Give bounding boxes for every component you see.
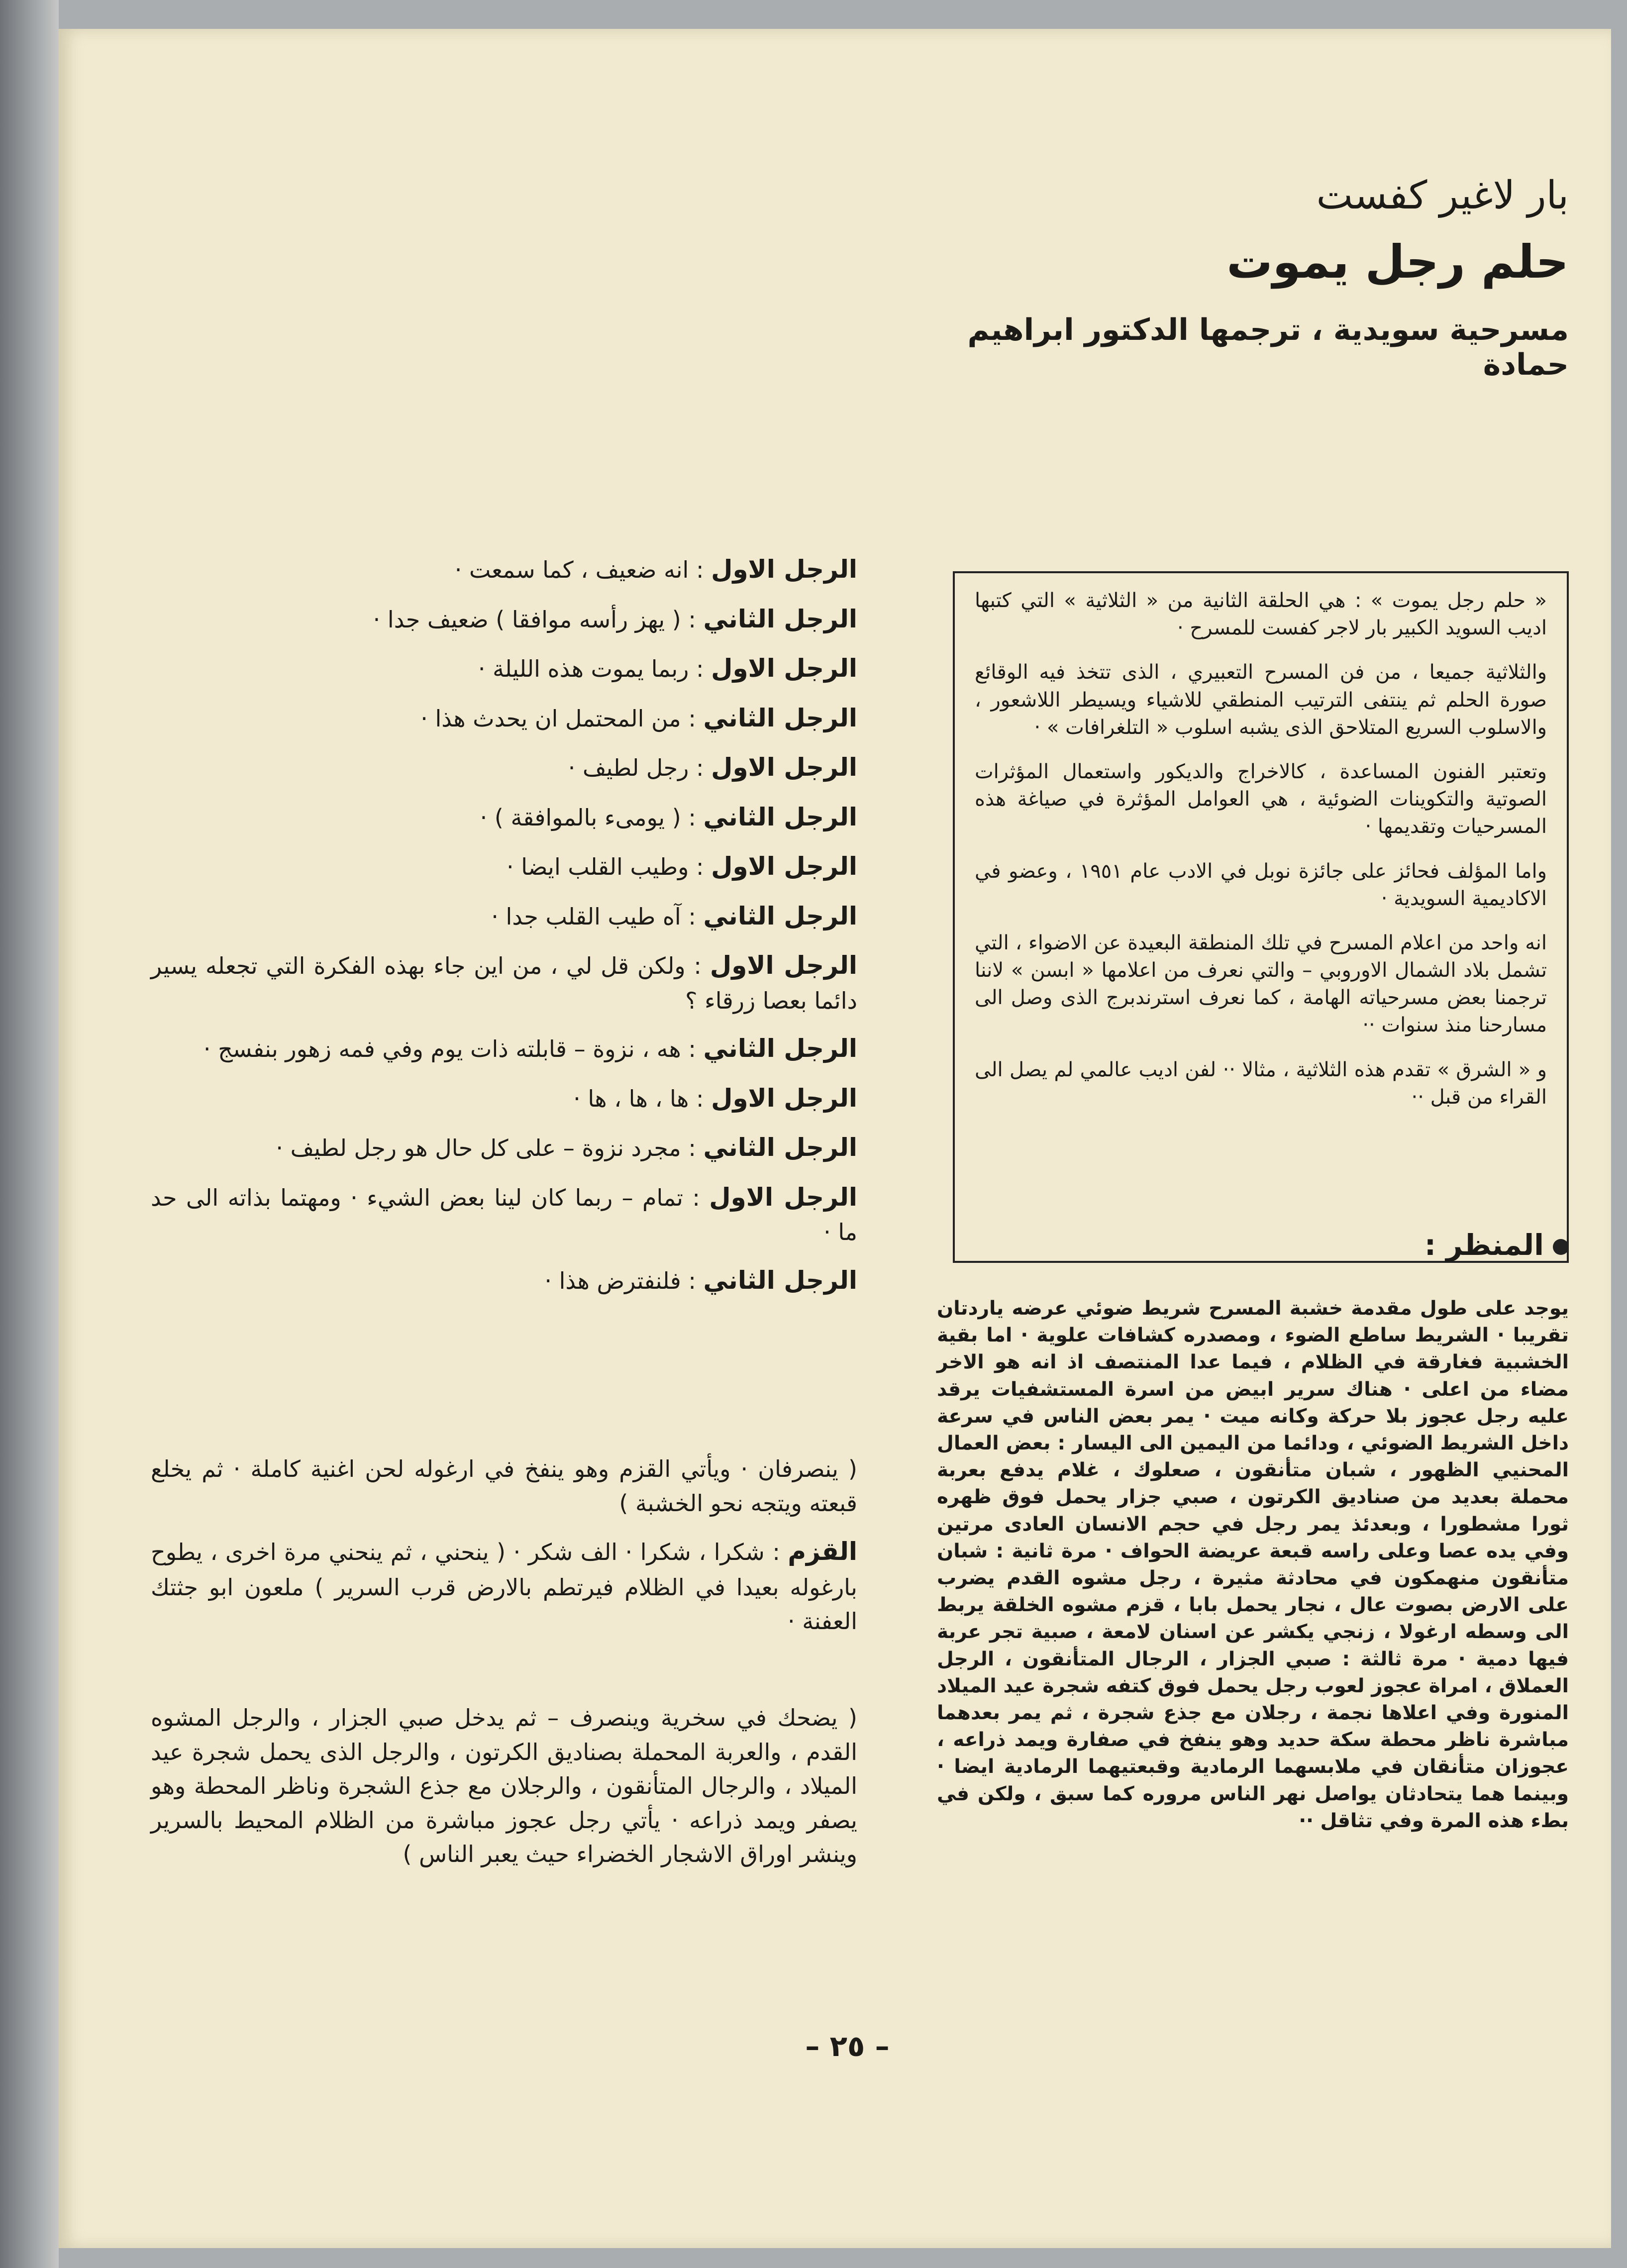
speaker-name: الرجل الثاني [703,604,857,633]
intro-paragraph: و « الشرق » تقدم هذه الثلاثية ، مثالا ·· لفن اديب عالمي لم يصل الى القراء من قبل ·· [975,1058,1547,1109]
dialogue-line [151,898,857,935]
speaker-name: الرجل الثاني [703,901,857,930]
stage-direction-block [151,1452,857,1651]
dialogue-block [151,551,857,1312]
play-title: حلم رجل يموت [1226,235,1569,289]
dialogue-text: : ( يهز رأسه موافقا ) ضعيف جدا · [373,606,696,633]
page-number: – ٢٥ – [805,2029,890,2063]
dialogue-line [151,601,857,638]
dialogue-text: : شكرا ، شكرا · الف شكر · ( ينحني ، ثم ينحني مرة اخرى ، يطوح بارغوله بعيدا في الظلام فيرتطم بالارض قرب السرير ) ملعون ابو جثتك العفنة · [151,1539,857,1635]
speaker-name: الرجل الثاني [703,703,857,732]
scene-heading-text: المنظر : [1424,1228,1544,1262]
speaker-name: الرجل الثاني [703,1034,857,1063]
dialogue-line [151,650,857,687]
author-name: بار لاغير كفست [1316,173,1569,218]
dialogue-text: : رجل لطيف · [568,754,704,781]
scene-heading [937,1228,1569,1262]
intro-box [953,571,1569,1263]
dialogue-text: : ( يومىء بالموافقة ) · [480,804,696,831]
play-subtitle: مسرحية سويدية ، ترجمها الدكتور ابراهيم حمادة [967,312,1569,382]
binding-shadow [0,0,59,2268]
speaker-name: الرجل الاول [711,555,857,584]
dialogue-line [151,1130,857,1166]
bullet-icon [1553,1239,1569,1255]
speaker-name: القزم [788,1537,858,1566]
stage-direction: ( يضحك في سخرية وينصرف – ثم يدخل صبي الجزار ، والرجل المشوه القدم ، والعربة المحملة بصناديق الكرتون ، والرجل الذى يحمل شجرة عيد الميلاد ، والرجال المتأنقون ، والرجلان مع جذع الشجرة وناظر المحطة وهو يصفر ويمد ذراعه · يأتي رجل عجوز مباشرة من الظلام المحيط بالسرير وينشر اوراق الاشجار الخضراء حيث يعبر الناس ) [151,1704,857,1868]
speaker-name: الرجل الثاني [703,1265,857,1295]
intro-paragraph: « حلم رجل يموت » : هي الحلقة الثانية من « الثلاثية » التي كتبها اديب السويد الكبير بار لاجر كفست للمسرح · [975,589,1547,640]
speaker-name: الرجل الاول [711,654,857,683]
dialogue-text: : آه طيب القلب جدا · [491,903,696,930]
speaker-name: الرجل الاول [711,852,857,881]
speaker-name: الرجل الثاني [703,802,857,831]
dialogue-line [151,1262,857,1299]
dialogue-text: : ها ، ها ، ها · [573,1085,704,1112]
speaker-name: الرجل الاول [710,951,858,980]
speaker-name: الرجل الاول [711,753,857,782]
intro-paragraph: انه واحد من اعلام المسرح في تلك المنطقة البعيدة عن الاضواء ، التي تشمل بلاد الشمال الاوروبي – والتي نعرف من اعلامها « ابسن » لاننا ترجمنا بعض مسرحياته الهامة ، كما نعرف استرندبرج الذى وصل الى مسارحنا منذ سنوات ·· [975,931,1547,1037]
dialogue-text: : من المحتمل ان يحدث هذا · [420,705,696,732]
dialogue-text: : وطيب القلب ايضا · [507,853,704,880]
speaker-name: الرجل الاول [711,1083,857,1113]
dialogue-line [151,1533,857,1639]
speaker-name: الرجل الاول [709,1182,858,1212]
dialogue-line [151,749,857,786]
magazine-page [59,29,1611,2248]
dialogue-text: : ولكن قل لي ، من اين جاء بهذه الفكرة التي تجعله يسير دائما بعصا زرقاء ؟ [151,952,857,1014]
dialogue-text: : مجرد نزوة – على كل حال هو رجل لطيف · [276,1134,696,1162]
dialogue-line [151,947,857,1018]
dialogue-line [151,700,857,737]
dialogue-line [151,551,857,588]
dialogue-text: : ربما يموت هذه الليلة · [478,655,704,682]
dialogue-line [151,1179,857,1249]
intro-paragraph: والثلاثية جميعا ، من فن المسرح التعبيري ، الذى تتخذ فيه الوقائع صورة الحلم ثم ينتفى الترتيب المنطقي للاشياء ويسيطر اللاشعور ، والاسلوب السريع المتلاحق الذى يشبه اسلوب « التلغرافات » · [975,661,1547,739]
dialogue-line [151,1031,857,1067]
dialogue-text: : فلنفترض هذا · [544,1267,696,1294]
dialogue-line [151,848,857,885]
stage-direction: ( ينصرفان · ويأتي القزم وهو ينفخ في ارغوله لحن اغنية كاملة · ثم يخلع قبعته ويتجه نحو الخشبة ) [151,1455,857,1517]
dialogue-text: : انه ضعيف ، كما سمعت · [454,556,704,583]
intro-paragraph: واما المؤلف فحائز على جائزة نوبل في الادب عام ١٩٥١ ، وعضو في الاكاديمية السويدية · [975,859,1547,910]
dialogue-text: : تمام – ربما كان لينا بعض الشيء · ومهتما بذاته الى حد ما · [151,1184,857,1246]
dialogue-line [151,799,857,836]
intro-paragraph: وتعتبر الفنون المساعدة ، كالاخراج والديكور واستعمال المؤثرات الصوتية والتكوينات الضوئية ، هي العوامل المؤثرة في صياغة هذه المسرحيات وتقديمها · [975,760,1547,838]
dialogue-text: : هه ، نزوة – قابلته ذات يوم وفي فمه زهور بنفسج · [203,1035,696,1063]
dialogue-line [151,1080,857,1117]
scene-description: يوجد على طول مقدمة خشبة المسرح شريط ضوئي عرضه ياردتان تقريبا · الشريط ساطع الضوء ، ومصدره كشافات علوية · اما بقية الخشبية فغارقة في الظلام ، فيما عدا المنتصف اذ انه هو الاخر مضاء من اعلى · هناك سرير ابيض من اسرة المستشفيات يرقد عليه رجل عجوز بلا حركة وكانه ميت · يمر بعض الناس في سرعة داخل الشريط الضوئي ، ودائما من اليمين الى اليسار : بعض العمال المحنيي الظهور ، شبان متأنقون ، صعلوك ، غلام يدفع بعربة محملة بعديد من صناديق الكرتون ، صبي جزار يحمل فوق ظهره ثورا مشطورا ، وبعدئذ يمر رجل في حجم الانسان العادى مرتين وفي يده عصا وعلى راسه قبعة عريضة الحواف · مرة ثانية : شبان متأنقون منهمكون في محادثة مثيرة ، رجل مشوه القدم يضرب على الارض بصوت عال ، نجار يحمل بابا ، قزم مشوه الخلقة يربط الى وسطه ارغولا ، زنجي يكشر عن اسنان لامعة ، صبية تجر عربة فيها دمية · مرة ثالثة : صبي الجزار ، الرجال المتأنقون ، الرجل العملاق ، امراة عجوز لعوب رجل يحمل فوق كتفه شجرة عيد الميلاد المنورة وفي اعلاها نجمة ، رجلان مع جذع شجرة ، ثم يمر بعدهما مباشرة ناظر محطة سكة حديد وهو ينفخ في صفارة ويمد ذراعه ، عجوزان متأنقان في ملابسهما الرمادية وقبعتيهما الرمادية ايضا · وبينما هما يتحادثان يواصل نهر الناس مروره كما سبق ، ولكن في بطء هذه المرة وفي تثاقل ·· [937,1297,1569,1832]
speaker-name: الرجل الثاني [703,1133,857,1162]
